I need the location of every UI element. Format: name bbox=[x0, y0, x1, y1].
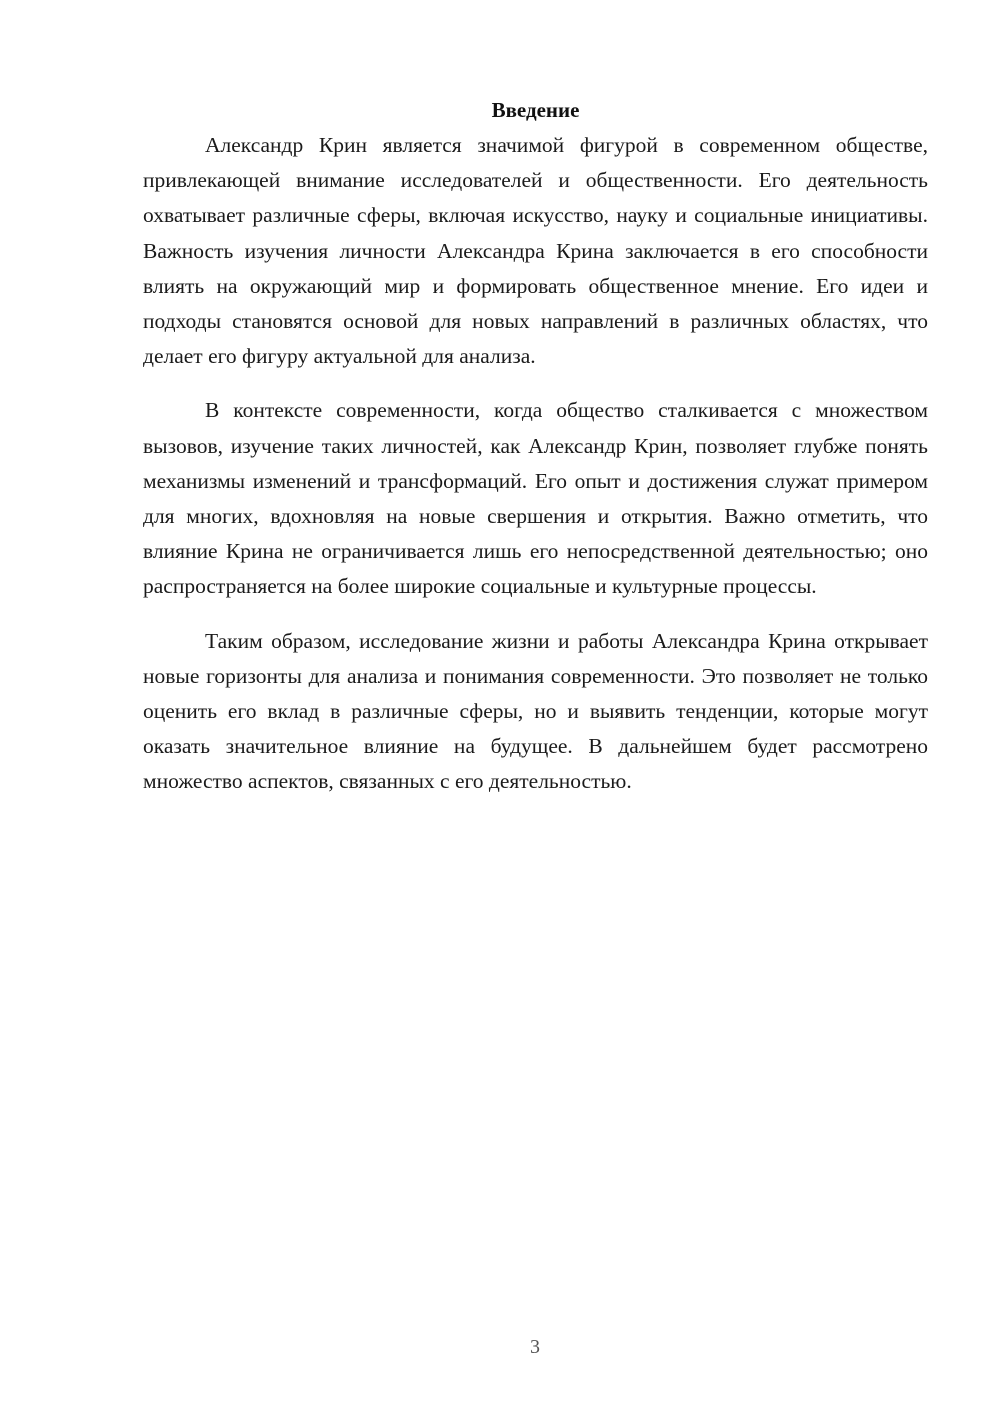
page-content bbox=[143, 92, 928, 800]
paragraph-1: Александр Крин является значимой фигурой в современном обществе, привлекающей внимание исследователей и общественности. Его деятельность охватывает различные сферы, включая искусство, науку и социальные инициативы. Важность изучения личности Александра Крина заключается в его способности влиять на окружающий мир и формировать общественное мнение. Его идеи и подходы становятся основой для новых направлений в различных областях, что делает его фигуру актуальной для анализа. bbox=[143, 133, 928, 369]
page-number: 3 bbox=[530, 1336, 540, 1358]
paragraph-2: В контексте современности, когда общество сталкивается с множеством вызовов, изучение таких личностей, как Александр Крин, позволяет глубже понять механизмы изменений и трансформаций. Его опыт и достижения служат примером для многих, вдохновляя на новые свершения и открытия. Важно отметить, что влияние Крина не ограничивается лишь его непосредственной деятельностью; оно распространяется на более широкие социальные и культурные процессы. bbox=[143, 398, 928, 599]
section-heading: Введение bbox=[491, 98, 580, 122]
paragraph-3: Таким образом, исследование жизни и работы Александра Крина открывает новые горизонты для анализа и понимания современности. Это позволяет не только оценить его вклад в различные сферы, но и выявить тенденции, которые могут оказать значительное влияние на будущее. В дальнейшем будет рассмотрено множество аспектов, связанных с его деятельностью. bbox=[143, 628, 928, 794]
